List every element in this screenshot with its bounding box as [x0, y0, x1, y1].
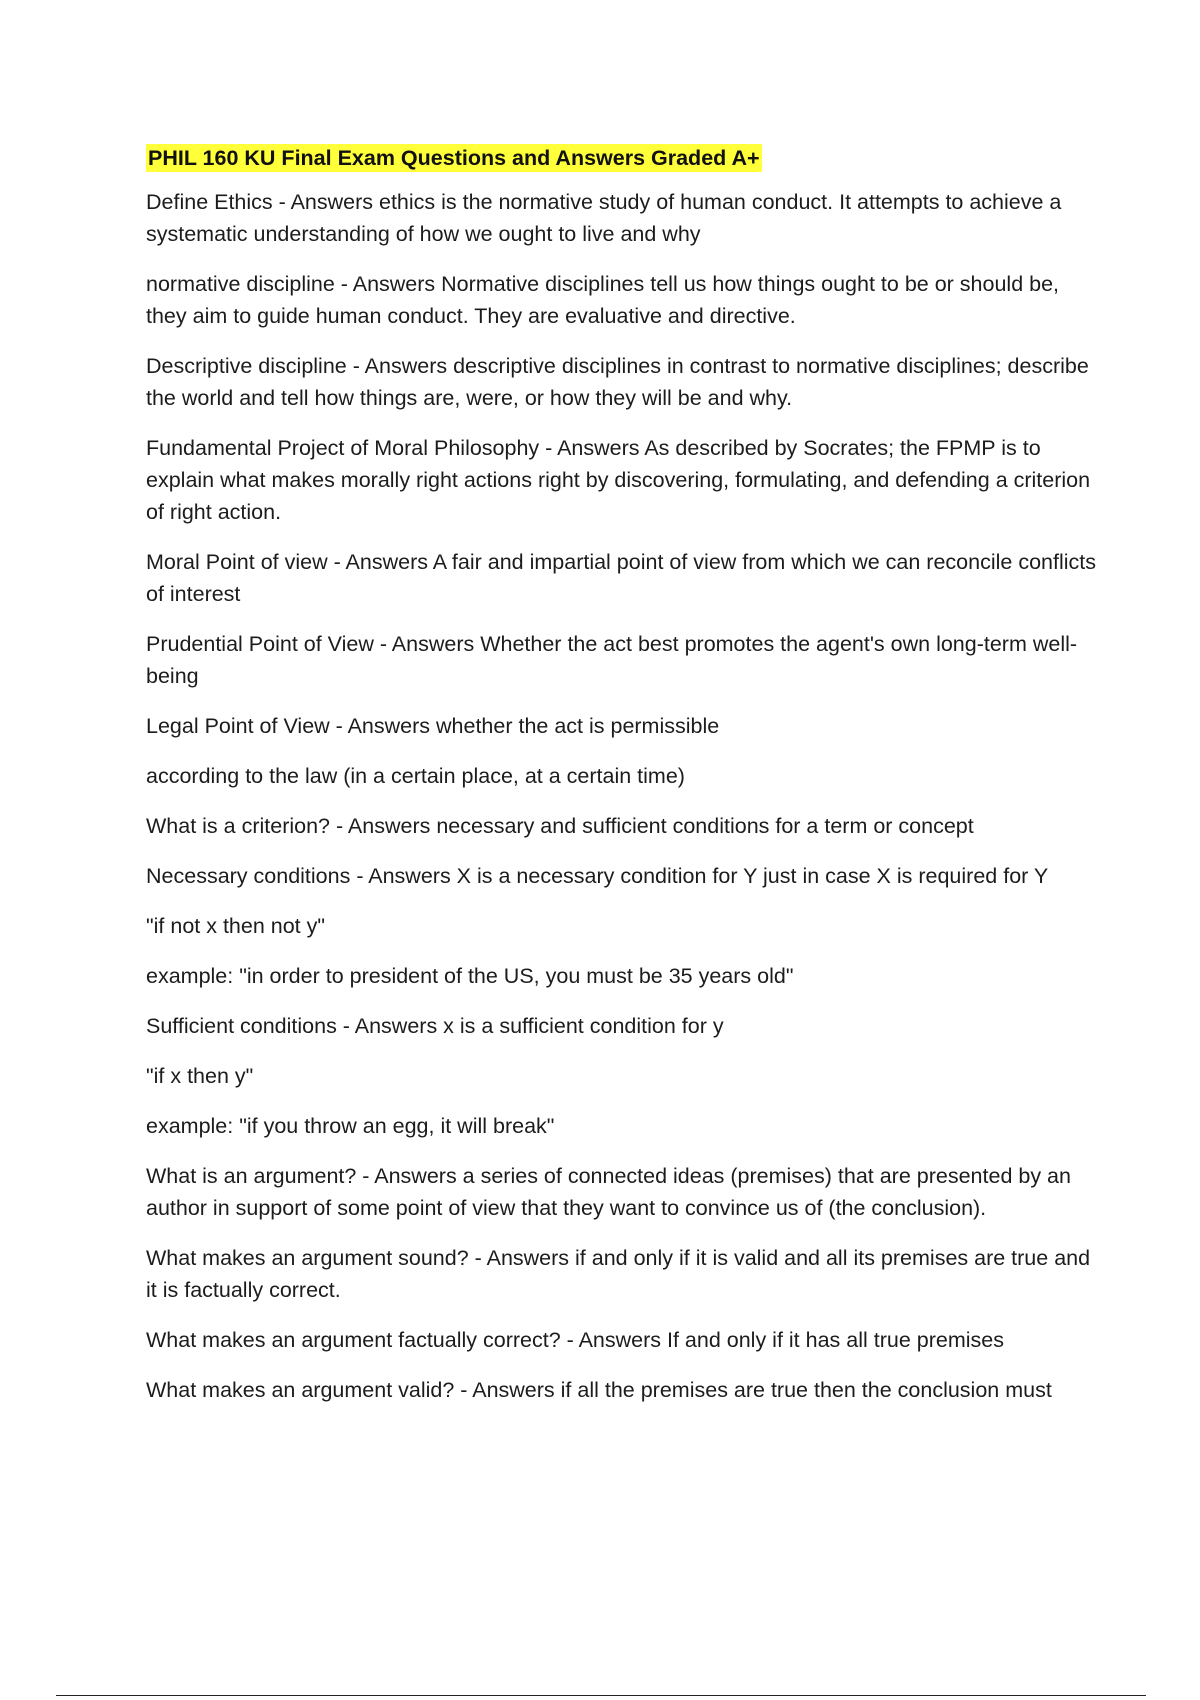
paragraph-sound-argument: What makes an argument sound? - Answers if and only if it is valid and all its premises are true and it is factually correct. [146, 1246, 1091, 1302]
paragraph-necessary-conditions: Necessary conditions - Answers X is a necessary condition for Y just in case X is required for Y [146, 864, 1049, 888]
paragraph-prudential-point-of-view: Prudential Point of View - Answers Whether the act best promotes the agent's own long-term well-being [146, 632, 1078, 688]
paragraph-normative-discipline: normative discipline - Answers Normative disciplines tell us how things ought to be or should be, they aim to guide human conduct. They are evaluative and directive. [146, 272, 1060, 328]
page-bottom-rule [56, 1695, 1146, 1696]
paragraph-define-ethics: Define Ethics - Answers ethics is the normative study of human conduct. It attempts to achieve a systematic understanding of how we ought to live and why [146, 190, 1062, 246]
paragraph-according-to-law: according to the law (in a certain place, at a certain time) [146, 764, 685, 788]
paragraph-if-x-then-y: "if x then y" [146, 1064, 254, 1088]
paragraph-example-president: example: "in order to president of the US, you must be 35 years old" [146, 964, 794, 988]
document-title: PHIL 160 KU Final Exam Questions and Answers Graded A+ [148, 146, 760, 170]
paragraph-valid-argument: What makes an argument valid? - Answers if all the premises are true then the conclusion must [146, 1378, 1052, 1402]
paragraph-argument: What is an argument? - Answers a series of connected ideas (premises) that are presented by an author in support of some point of view that they want to convince us of (the conclusion). [146, 1164, 1071, 1220]
paragraph-criterion: What is a criterion? - Answers necessary and sufficient conditions for a term or concept [146, 814, 974, 838]
paragraph-descriptive-discipline: Descriptive discipline - Answers descriptive disciplines in contrast to normative disciplines; describe the world and tell how things are, were, or how they will be and why. [146, 354, 1089, 410]
paragraph-sufficient-conditions: Sufficient conditions - Answers x is a sufficient condition for y [146, 1014, 724, 1038]
paragraph-fpmp: Fundamental Project of Moral Philosophy - Answers As described by Socrates; the FPMP is to explain what makes morally right actions right by discovering, formulating, and defending a criterion of right action. [146, 436, 1091, 524]
paragraph-moral-point-of-view: Moral Point of view - Answers A fair and impartial point of view from which we can reconcile conflicts of interest [146, 550, 1096, 606]
document-body [146, 186, 1096, 1406]
paragraph-if-not-x: "if not x then not y" [146, 914, 326, 938]
document-page [146, 144, 1096, 1406]
paragraph-factually-correct: What makes an argument factually correct? - Answers If and only if it has all true premises [146, 1328, 1004, 1352]
paragraph-example-egg: example: "if you throw an egg, it will break" [146, 1114, 555, 1138]
paragraph-legal-point-of-view: Legal Point of View - Answers whether the act is permissible [146, 714, 720, 738]
